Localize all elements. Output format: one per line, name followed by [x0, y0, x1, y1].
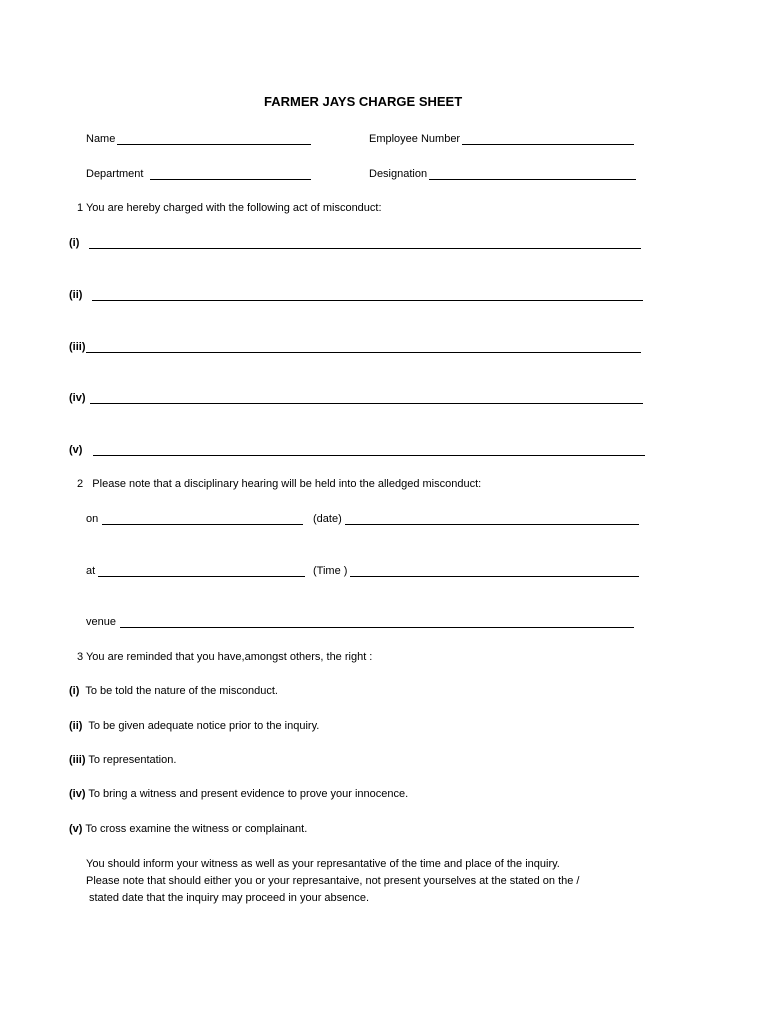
misconduct-item-num: (ii)	[69, 289, 83, 301]
date-field[interactable]	[345, 524, 639, 525]
section3-number: 3	[77, 651, 84, 663]
right-item-text: To be given adequate notice prior to the inquiry.	[88, 720, 320, 732]
section3-text: You are reminded that you have,amongst others, the right :	[85, 651, 373, 663]
time-label: (Time )	[313, 565, 348, 577]
closing-line: stated date that the inquiry may proceed in your absence.	[89, 892, 370, 904]
misconduct-item-field[interactable]	[92, 300, 643, 301]
section1-text: You are hereby charged with the following act of misconduct:	[85, 202, 382, 214]
time-field[interactable]	[350, 576, 639, 577]
name-label: Name	[86, 133, 116, 145]
right-item-text: To be told the nature of the misconduct.	[85, 685, 278, 697]
section2-text: Please note that a disciplinary hearing will be held into the alledged misconduct:	[92, 478, 482, 490]
right-item	[69, 822, 307, 836]
designation-label: Designation	[369, 168, 428, 180]
right-item-text: To bring a witness and present evidence to prove your innocence.	[88, 788, 409, 800]
right-item-text: To representation.	[88, 754, 177, 766]
section1	[77, 201, 382, 215]
section2-number: 2	[77, 478, 84, 490]
department-label: Department	[86, 168, 144, 180]
designation-field[interactable]	[429, 179, 636, 180]
right-item	[69, 753, 176, 767]
misconduct-item-num: (v)	[69, 444, 83, 456]
employee-number-field[interactable]	[462, 144, 634, 145]
on-label: on	[86, 513, 99, 525]
document-title: FARMER JAYS CHARGE SHEET	[264, 94, 463, 109]
right-item	[69, 719, 319, 733]
misconduct-item-num: (i)	[69, 237, 80, 249]
venue-field[interactable]	[120, 627, 634, 628]
misconduct-item-num: (iii)	[69, 341, 86, 353]
closing-line: You should inform your witness as well as your represantative of the time and place of the inquiry.	[86, 858, 560, 870]
section3	[77, 650, 372, 664]
right-item-num: (iii)	[69, 754, 86, 766]
right-item	[69, 684, 278, 698]
misconduct-item-field[interactable]	[89, 248, 641, 249]
misconduct-item-num: (iv)	[69, 392, 86, 404]
right-item-num: (iv)	[69, 788, 86, 800]
section1-number: 1	[77, 202, 84, 214]
right-item-num: (i)	[69, 685, 80, 697]
at-label: at	[86, 565, 96, 577]
right-item-text: To cross examine the witness or complainant.	[85, 823, 308, 835]
department-field[interactable]	[150, 179, 311, 180]
misconduct-item-field[interactable]	[86, 352, 641, 353]
right-item-num: (ii)	[69, 720, 83, 732]
venue-label: venue	[86, 616, 116, 628]
on-field[interactable]	[102, 524, 303, 525]
date-label: (date)	[313, 513, 342, 525]
employee-number-label: Employee Number	[369, 133, 461, 145]
closing-line: Please note that should either you or your represantaive, not present yourselves at the stated on the /	[86, 875, 580, 887]
at-field[interactable]	[98, 576, 305, 577]
name-field[interactable]	[117, 144, 311, 145]
misconduct-item-field[interactable]	[90, 403, 643, 404]
right-item	[69, 787, 408, 801]
section2	[77, 477, 481, 491]
right-item-num: (v)	[69, 823, 83, 835]
misconduct-item-field[interactable]	[93, 455, 645, 456]
